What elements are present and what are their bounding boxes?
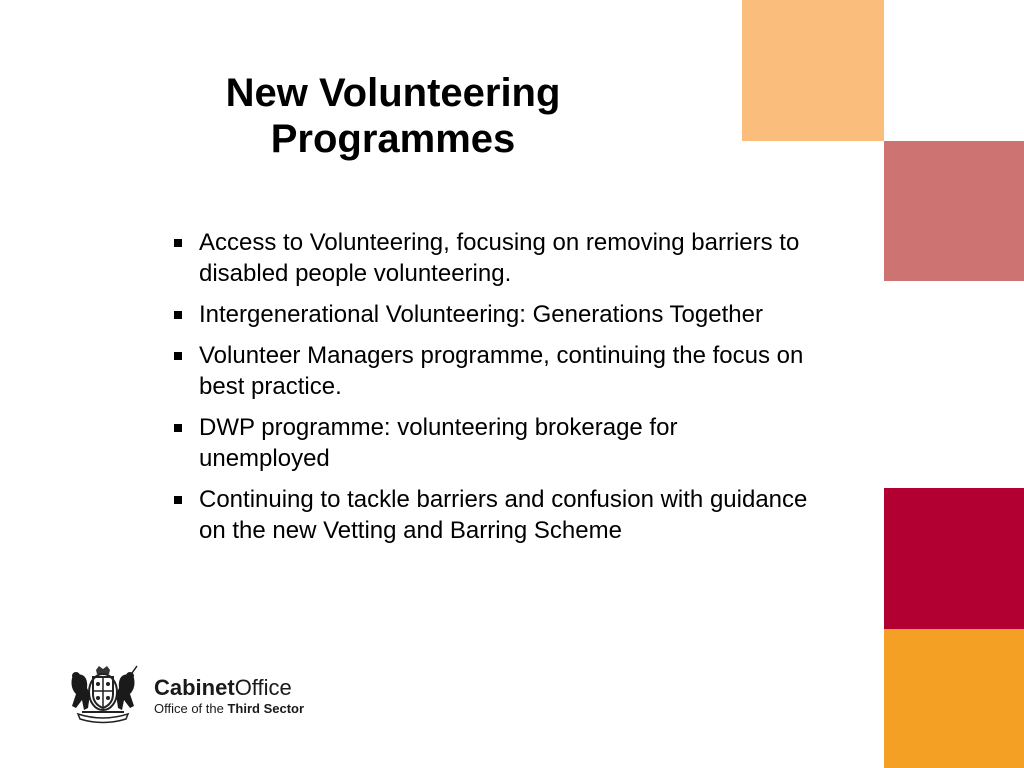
bullet-text: DWP programme: volunteering brokerage for unemployed xyxy=(199,414,678,472)
brand-text xyxy=(154,676,304,718)
bullet-square-icon xyxy=(174,311,182,319)
bullet-text: Intergenerational Volunteering: Generations Together xyxy=(199,301,763,328)
cabinet-office-logo xyxy=(66,664,366,726)
brand-cabinet: Cabinet xyxy=(154,675,235,700)
bullet-square-icon xyxy=(174,352,182,360)
bullet-text: Continuing to tackle barriers and confusion with guidance on the new Vetting and Barring Scheme xyxy=(199,486,808,544)
decorative-block-crimson xyxy=(884,488,1024,629)
royal-coat-of-arms-icon xyxy=(66,664,140,724)
bullet-item xyxy=(172,299,812,330)
decorative-block-peach xyxy=(742,0,884,141)
bullet-text: Volunteer Managers programme, continuing the focus on best practice. xyxy=(199,342,804,400)
bullet-item xyxy=(172,340,812,402)
decorative-block-orange xyxy=(884,629,1024,768)
bullet-item xyxy=(172,412,812,474)
decorative-block-rose xyxy=(884,141,1024,281)
brand-subtitle-prefix: Office of the xyxy=(154,701,228,716)
bullet-list xyxy=(172,227,812,556)
slide-title-line1: New Volunteering xyxy=(225,71,561,115)
bullet-square-icon xyxy=(174,424,182,432)
bullet-item xyxy=(172,227,812,289)
bullet-square-icon xyxy=(174,239,182,247)
slide-title-line2: Programmes xyxy=(270,117,516,161)
brand-subtitle xyxy=(154,700,304,718)
bullet-text: Access to Volunteering, focusing on removing barriers to disabled people volunteering. xyxy=(199,229,800,287)
bullet-item xyxy=(172,484,812,546)
bullet-square-icon xyxy=(174,496,182,504)
brand-name xyxy=(154,676,304,700)
brand-subtitle-bold: Third Sector xyxy=(227,701,305,716)
brand-office: Office xyxy=(234,675,292,700)
slide-title xyxy=(190,70,596,162)
